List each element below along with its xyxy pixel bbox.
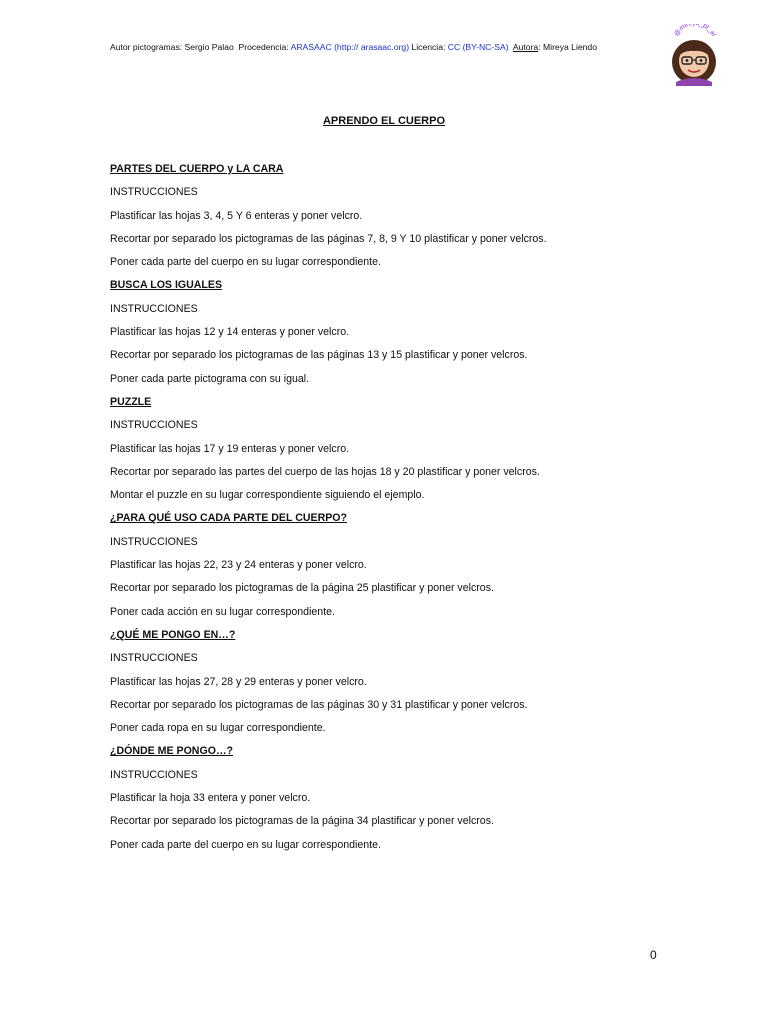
instruction-step: Recortar por separado los pictogramas de las páginas 7, 8, 9 Y 10 plastificar y poner velcros. bbox=[110, 232, 547, 245]
arasaac-link[interactable]: ARASAAC (http:// arasaac.org) bbox=[290, 42, 410, 52]
instructions-label: INSTRUCCIONES bbox=[110, 302, 198, 315]
section-title: ¿DÓNDE ME PONGO…? bbox=[110, 745, 234, 758]
instructions-label: INSTRUCCIONES bbox=[110, 768, 198, 781]
avatar-illustration bbox=[664, 24, 724, 86]
instruction-step: Poner cada acción en su lugar correspondiente. bbox=[110, 605, 335, 618]
procedencia-label: Procedencia: bbox=[238, 42, 289, 52]
autora-colon: : bbox=[538, 42, 541, 52]
instruction-step: Plastificar las hojas 3, 4, 5 Y 6 enteras y poner velcro. bbox=[110, 209, 363, 222]
instruction-step: Plastificar las hojas 27, 28 y 29 enteras y poner velcro. bbox=[110, 675, 367, 688]
instructions-label: INSTRUCCIONES bbox=[110, 535, 198, 548]
instruction-step: Montar el puzzle en su lugar correspondiente siguiendo el ejemplo. bbox=[110, 489, 425, 502]
instructions-label: INSTRUCCIONES bbox=[110, 419, 198, 432]
page-header bbox=[110, 42, 597, 52]
instruction-step: Recortar por separado los pictogramas de la página 34 plastificar y poner velcros. bbox=[110, 815, 494, 828]
section-title: BUSCA LOS IGUALES bbox=[110, 279, 223, 292]
license-link[interactable]: CC (BY-NC-SA) bbox=[447, 42, 509, 52]
instruction-step: Poner cada parte pictograma con su igual. bbox=[110, 372, 310, 385]
instructions-content bbox=[110, 158, 710, 857]
author-avatar bbox=[664, 24, 724, 86]
instructions-label: INSTRUCCIONES bbox=[110, 652, 198, 665]
autor-label: Autor pictogramas: bbox=[110, 42, 183, 52]
licencia-label: Licencia: bbox=[411, 42, 446, 52]
instruction-step: Recortar por separado los pictogramas de la página 25 plastificar y poner velcros. bbox=[110, 582, 494, 595]
instruction-step: Poner cada parte del cuerpo en su lugar correspondiente. bbox=[110, 256, 381, 269]
section-title: ¿PARA QUÉ USO CADA PARTE DEL CUERPO? bbox=[110, 512, 347, 525]
instructions-label: INSTRUCCIONES bbox=[110, 186, 198, 199]
section-title: PARTES DEL CUERPO y LA CARA bbox=[110, 163, 284, 175]
page-number: 0 bbox=[650, 948, 657, 962]
instruction-step: Recortar por separado las partes del cuerpo de las hojas 18 y 20 plastificar y poner velcros. bbox=[110, 465, 540, 478]
instruction-step: Plastificar la hoja 33 entera y poner velcro. bbox=[110, 792, 311, 805]
instruction-step: Poner cada parte del cuerpo en su lugar correspondiente. bbox=[110, 838, 381, 851]
instruction-step: Plastificar las hojas 22, 23 y 24 enteras y poner velcro. bbox=[110, 559, 367, 572]
document-title: APRENDO EL CUERPO bbox=[322, 115, 446, 127]
autor-name: Sergio Palao bbox=[184, 42, 234, 52]
autora-name: Mireya Liendo bbox=[543, 42, 597, 52]
instruction-step: Plastificar las hojas 12 y 14 enteras y poner velcro. bbox=[110, 326, 350, 339]
instruction-step: Poner cada ropa en su lugar correspondiente. bbox=[110, 722, 326, 735]
instruction-step: Recortar por separado los pictogramas de las páginas 30 y 31 plastificar y poner velcros. bbox=[110, 698, 528, 711]
autora-label: Autora bbox=[512, 42, 539, 52]
instruction-step: Plastificar las hojas 17 y 19 enteras y poner velcro. bbox=[110, 442, 350, 455]
instruction-step: Recortar por separado los pictogramas de las páginas 13 y 15 plastificar y poner velcros. bbox=[110, 349, 528, 362]
svg-text:@mireya_pt_al bbox=[673, 24, 717, 38]
section-title: ¿QUÉ ME PONGO EN…? bbox=[110, 628, 236, 641]
avatar-handle-text: @mire _pt_al bbox=[673, 24, 717, 38]
section-title: PUZZLE bbox=[110, 395, 152, 408]
